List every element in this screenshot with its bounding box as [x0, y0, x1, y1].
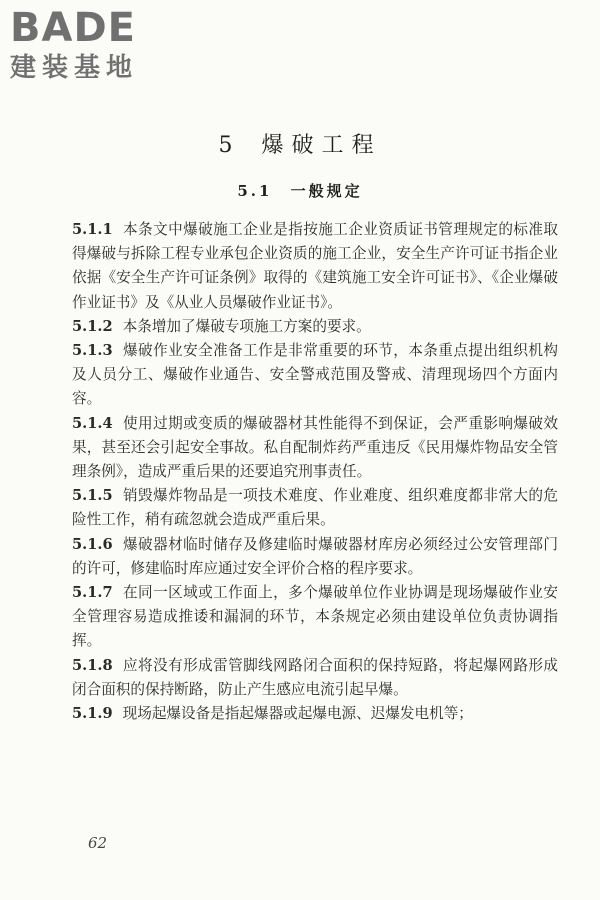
clause-number: 5.1.2 [72, 317, 113, 335]
clause-number: 5.1.1 [72, 221, 113, 238]
body-text [72, 218, 558, 726]
clause-5-1-6 [72, 533, 558, 581]
section-title: 一般规定 [290, 182, 363, 200]
clause-text: 应将没有形成雷管脚线网路闭合面积的保持短路，将起爆网路形成闭合面积的保持断路，防止产生感应电流引起早爆。 [72, 656, 558, 698]
clause-5-1-4 [72, 412, 558, 485]
watermark-subtitle: 建装基地 [10, 53, 139, 83]
watermark-brand: BADE [10, 5, 136, 51]
clause-5-1-8 [72, 654, 558, 702]
clause-number: 5.1.4 [72, 414, 113, 432]
clause-text: 在同一区域或工作面上，多个爆破单位作业协调是现场爆破作业安全管理容易造成推诿和漏洞的环节，本条规定必须由建设单位负责协调指挥。 [72, 584, 558, 650]
clause-text: 销毁爆炸物品是一项技术难度、作业难度、组织难度都非常大的危险性工作，稍有疏忽就会造成严重后果。 [72, 487, 558, 529]
clause-5-1-7 [72, 581, 558, 654]
chapter-number: 5 [218, 133, 241, 158]
clause-5-1-1 [72, 218, 558, 315]
clause-text: 使用过期或变质的爆破器材其性能得不到保证，会严重影响爆破效果，甚至还会引起安全事故。私自配制炸药严重违反《民用爆炸物品安全管理条例》，造成严重后果的还要追究刑事责任。 [72, 414, 558, 481]
clause-number: 5.1.8 [72, 656, 113, 674]
clause-text: 爆破器材临时储存及修建临时爆破器材库房必须经过公安管理部门的许可，修建临时库应通过安全评价合格的程序要求。 [72, 535, 558, 577]
clause-5-1-3 [72, 339, 558, 412]
clause-5-1-9 [72, 702, 558, 726]
clause-number: 5.1.6 [72, 535, 113, 553]
clause-number: 5.1.3 [72, 342, 113, 360]
clause-5-1-2 [72, 315, 558, 339]
clause-text: 爆破作业安全准备工作是非常重要的环节，本条重点提出组织机构及人员分工、爆破作业通告、安全警戒范围及警戒、清理现场四个方面内容。 [72, 342, 558, 408]
page-number: 62 [88, 834, 108, 852]
section-number: 5.1 [237, 182, 273, 200]
chapter-heading [0, 128, 600, 159]
clause-text: 本条增加了爆破专项施工方案的要求。 [122, 317, 371, 335]
clause-number: 5.1.9 [72, 705, 113, 723]
clause-5-1-5 [72, 484, 558, 532]
clause-number: 5.1.7 [72, 584, 113, 602]
clause-text: 本条文中爆破施工企业是指按施工企业资质证书管理规定的标准取得爆破与拆除工程专业承包企业资质的施工企业，安全生产许可证书指企业依据《安全生产许可证条例》取得的《建筑施工安全许可证书》、《企业爆破作业证书》及《从业人员爆破作业证书》。 [72, 221, 558, 311]
clause-text: 现场起爆设备是指起爆器或起爆电源、迟爆发电机等； [122, 705, 473, 723]
chapter-title: 爆破工程 [261, 133, 382, 158]
clause-number: 5.1.5 [72, 487, 113, 505]
bade-watermark-logo [10, 6, 180, 88]
section-heading [0, 180, 600, 201]
